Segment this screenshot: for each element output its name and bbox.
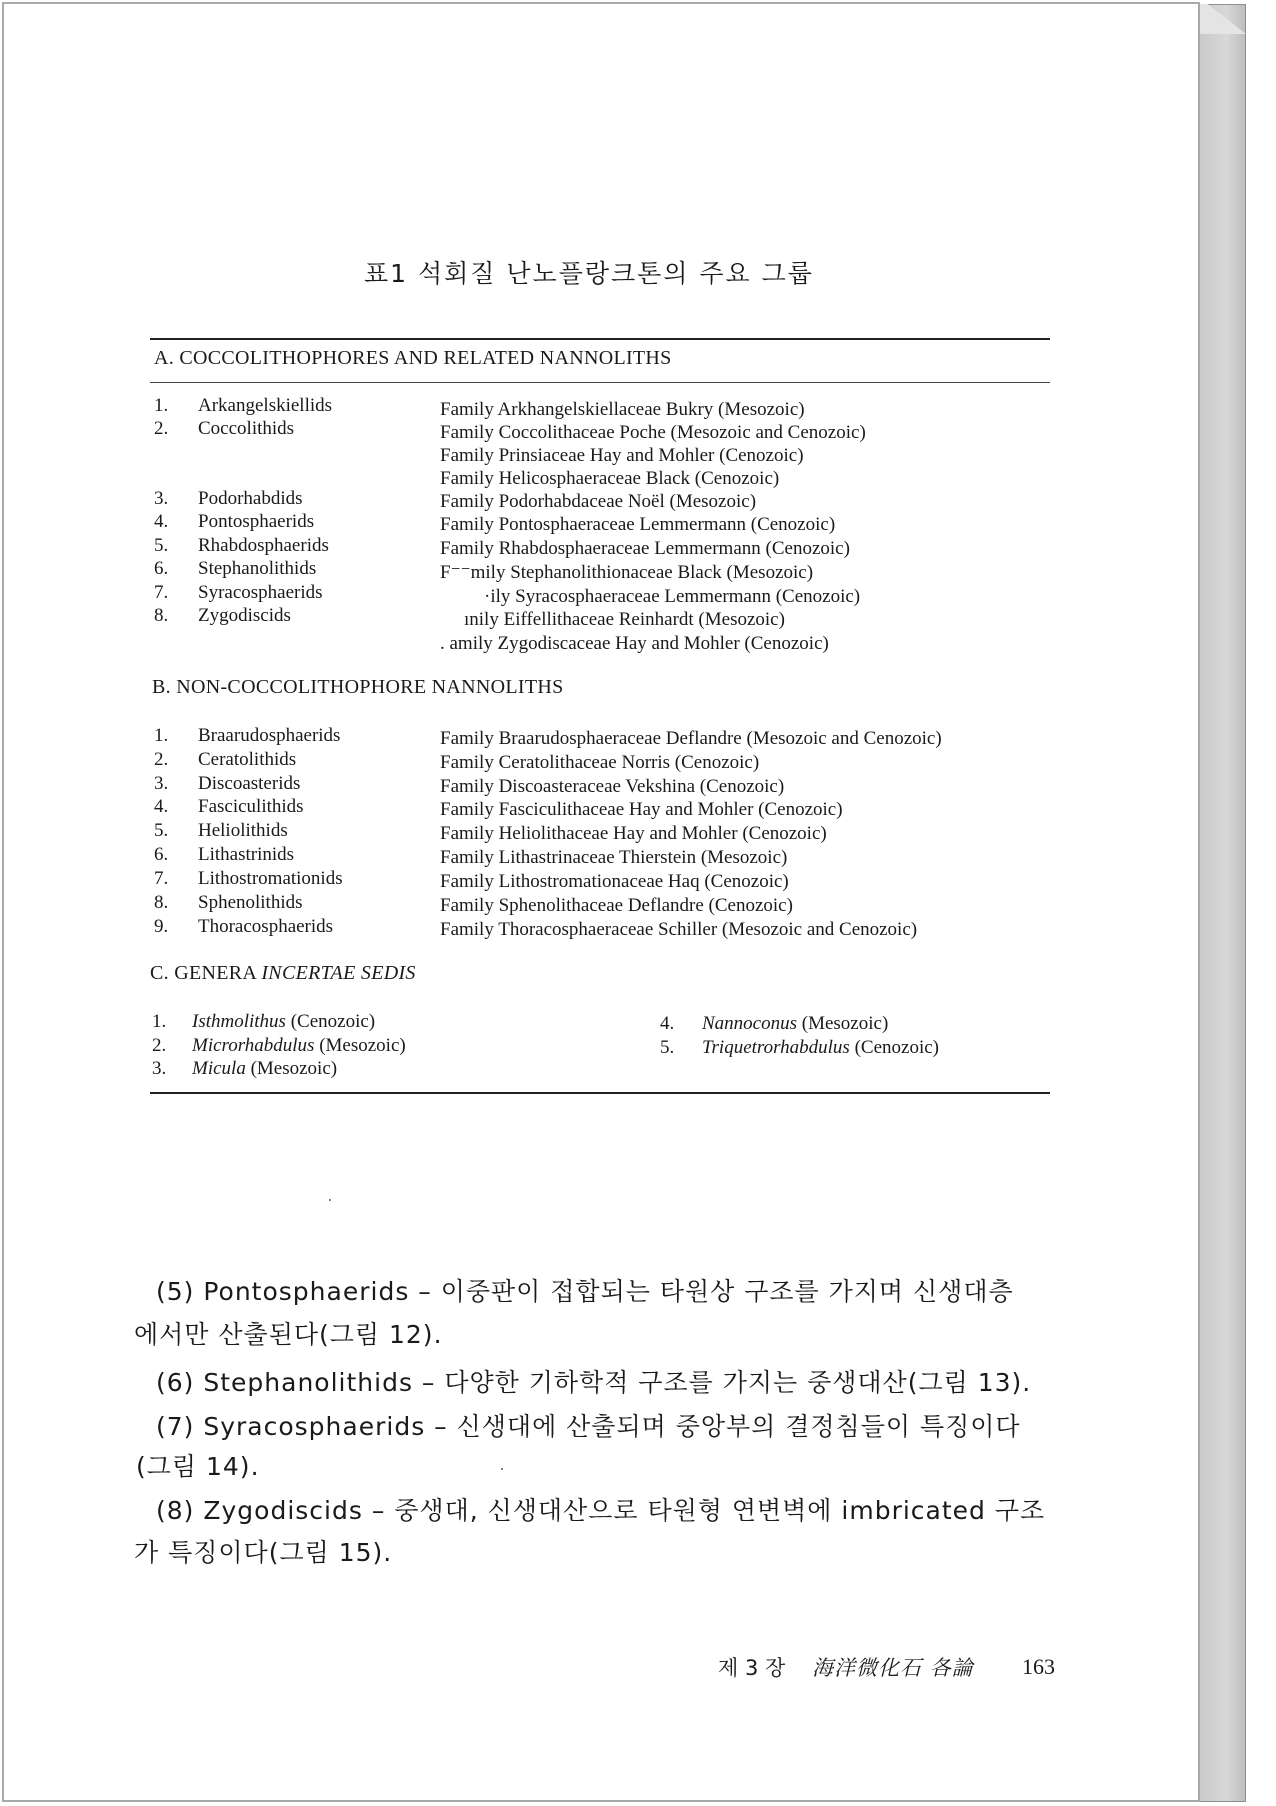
row-number: 3. <box>152 1058 167 1079</box>
row-number: 6. <box>154 844 169 865</box>
section-a-heading: A. COCCOLITHOPHORES AND RELATED NANNOLITHS <box>154 347 672 369</box>
group-name: Lithostromationids <box>198 868 343 889</box>
family-name: Family Arkhangelskiellaceae Bukry (Mesozoic) <box>440 399 805 420</box>
group-name: Podorhabdids <box>198 488 303 509</box>
group-name: Fasciculithids <box>198 796 304 817</box>
row-number: 4. <box>660 1013 675 1034</box>
paragraph-6: (6) Stephanolithids – 다양한 기하학적 구조를 가지는 중생대산(그림 13). <box>156 1368 1032 1397</box>
row-number: 5. <box>660 1037 675 1058</box>
paragraph-7-line-2: (그림 14). <box>136 1452 260 1481</box>
row-number: 7. <box>154 868 169 889</box>
family-name: Family Podorhabdaceae Noël (Mesozoic) <box>440 491 757 512</box>
group-name: Arkangelskiellids <box>198 395 333 416</box>
section-a-rule <box>150 382 1050 383</box>
era: (Mesozoic) <box>801 1013 889 1034</box>
group-name: Thoracosphaerids <box>198 916 334 937</box>
scan-speck <box>329 1199 331 1201</box>
paragraph-5-line-1: (5) Pontosphaerids – 이중판이 접합되는 타원상 구조를 가지며 신생대층 <box>156 1277 1014 1306</box>
genus-name: Nannoconus <box>702 1013 797 1034</box>
family-name: Family Pontosphaeraceae Lemmermann (Cenozoic) <box>440 514 836 535</box>
family-name: Family Rhabdosphaeraceae Lemmermann (Cenozoic) <box>440 538 850 559</box>
group-name: Pontosphaerids <box>198 511 315 532</box>
table-bottom-rule <box>150 1092 1050 1094</box>
family-name: Family Heliolithaceae Hay and Mohler (Cenozoic) <box>440 823 827 844</box>
group-name: Sphenolithids <box>198 892 303 913</box>
family-name: Family Sphenolithaceae Deflandre (Cenozoic) <box>440 895 793 916</box>
page-number: 163 <box>1022 1654 1055 1679</box>
paragraph-5-line-2: 에서만 산출된다(그림 12). <box>134 1320 443 1349</box>
footer-chapter: 제 3 장 <box>718 1656 786 1680</box>
family-name: Family Ceratolithaceae Norris (Cenozoic) <box>440 752 760 773</box>
row-number: 8. <box>154 892 169 913</box>
row-number: 3. <box>154 773 169 794</box>
row-number: 1. <box>154 395 169 416</box>
era: (Mesozoic) <box>319 1035 406 1056</box>
row-number: 4. <box>154 796 169 817</box>
family-name: . amily Zygodiscaceae Hay and Mohler (Cenozoic) <box>440 633 829 654</box>
row-number: 7. <box>154 582 169 603</box>
row-number: 5. <box>154 535 169 556</box>
row-number: 2. <box>154 749 169 770</box>
group-name: Heliolithids <box>198 820 288 841</box>
group-name: Rhabdosphaerids <box>198 535 329 556</box>
family-name: Family Discoasteraceae Vekshina (Cenozoic) <box>440 776 785 797</box>
row-number: 5. <box>154 820 169 841</box>
row-number: 2. <box>152 1035 167 1056</box>
group-name: Coccolithids <box>198 418 295 439</box>
genus-name: Triquetrorhabdulus <box>702 1037 850 1058</box>
row-number: 9. <box>154 916 169 937</box>
row-number: 6. <box>154 558 169 579</box>
genus-name: Isthmolithus <box>192 1011 286 1032</box>
row-number: 1. <box>152 1011 167 1032</box>
table-top-rule <box>150 338 1050 340</box>
row-number: 2. <box>154 418 169 439</box>
genus-name: Microrhabdulus <box>192 1035 315 1056</box>
family-name: Family Fasciculithaceae Hay and Mohler (Cenozoic) <box>440 799 843 820</box>
group-name: Stephanolithids <box>198 558 317 579</box>
section-c-prefix: C. GENERA <box>150 962 262 984</box>
group-name: Zygodiscids <box>198 605 291 626</box>
paragraph-8-line-2: 가 특징이다(그림 15). <box>134 1538 393 1567</box>
group-name: Lithastrinids <box>198 844 295 865</box>
family-name: F⁻⁻mily Stephanolithionaceae Black (Mesozoic) <box>440 562 814 583</box>
book-page-edge <box>1198 4 1246 1802</box>
group-name: Braarudosphaerids <box>198 725 341 746</box>
section-c-heading <box>150 962 416 985</box>
era: (Cenozoic) <box>854 1037 939 1058</box>
genus-name: Micula <box>192 1058 246 1079</box>
row-number: 4. <box>154 511 169 532</box>
family-name: Family Helicosphaeraceae Black (Cenozoic) <box>440 468 780 489</box>
footer-title: 海洋微化石 各論 <box>812 1656 974 1680</box>
row-number: 3. <box>154 488 169 509</box>
table-title: 표1 석회질 난노플랑크톤의 주요 그룹 <box>364 259 814 288</box>
family-name: ·ily Syracosphaeraceae Lemmermann (Cenozoic) <box>484 586 861 607</box>
group-name: Discoasterids <box>198 773 301 794</box>
paragraph-7-line-1: (7) Syracosphaerids – 신생대에 산출되며 중앙부의 결정침들이 특징이다 <box>156 1412 1021 1441</box>
section-b-heading: B. NON-COCCOLITHOPHORE NANNOLITHS <box>152 676 564 698</box>
row-number: 1. <box>154 725 169 746</box>
scan-speck <box>501 1468 503 1470</box>
family-name: Family Prinsiaceae Hay and Mohler (Cenozoic) <box>440 445 804 466</box>
group-name: Ceratolithids <box>198 749 297 770</box>
family-name: Family Lithostromationaceae Haq (Cenozoic) <box>440 871 789 892</box>
paragraph-8-line-1: (8) Zygodiscids – 중생대, 신생대산으로 타원형 연변벽에 imbricated 구조 <box>156 1496 1046 1525</box>
group-name: Syracosphaerids <box>198 582 323 603</box>
family-name: ınily Eiffellithaceae Reinhardt (Mesozoic) <box>464 609 785 630</box>
section-c-italic: INCERTAE SEDIS <box>261 962 416 984</box>
row-number: 8. <box>154 605 169 626</box>
document-page <box>2 2 1200 1802</box>
family-name: Family Thoracosphaeraceae Schiller (Mesozoic and Cenozoic) <box>440 919 918 940</box>
era: (Mesozoic) <box>250 1058 338 1079</box>
family-name: Family Braarudosphaeraceae Deflandre (Mesozoic and Cenozoic) <box>440 728 942 749</box>
family-name: Family Lithastrinaceae Thierstein (Mesozoic) <box>440 847 788 868</box>
family-name: Family Coccolithaceae Poche (Mesozoic and Cenozoic) <box>440 422 866 443</box>
era: (Cenozoic) <box>290 1011 376 1032</box>
